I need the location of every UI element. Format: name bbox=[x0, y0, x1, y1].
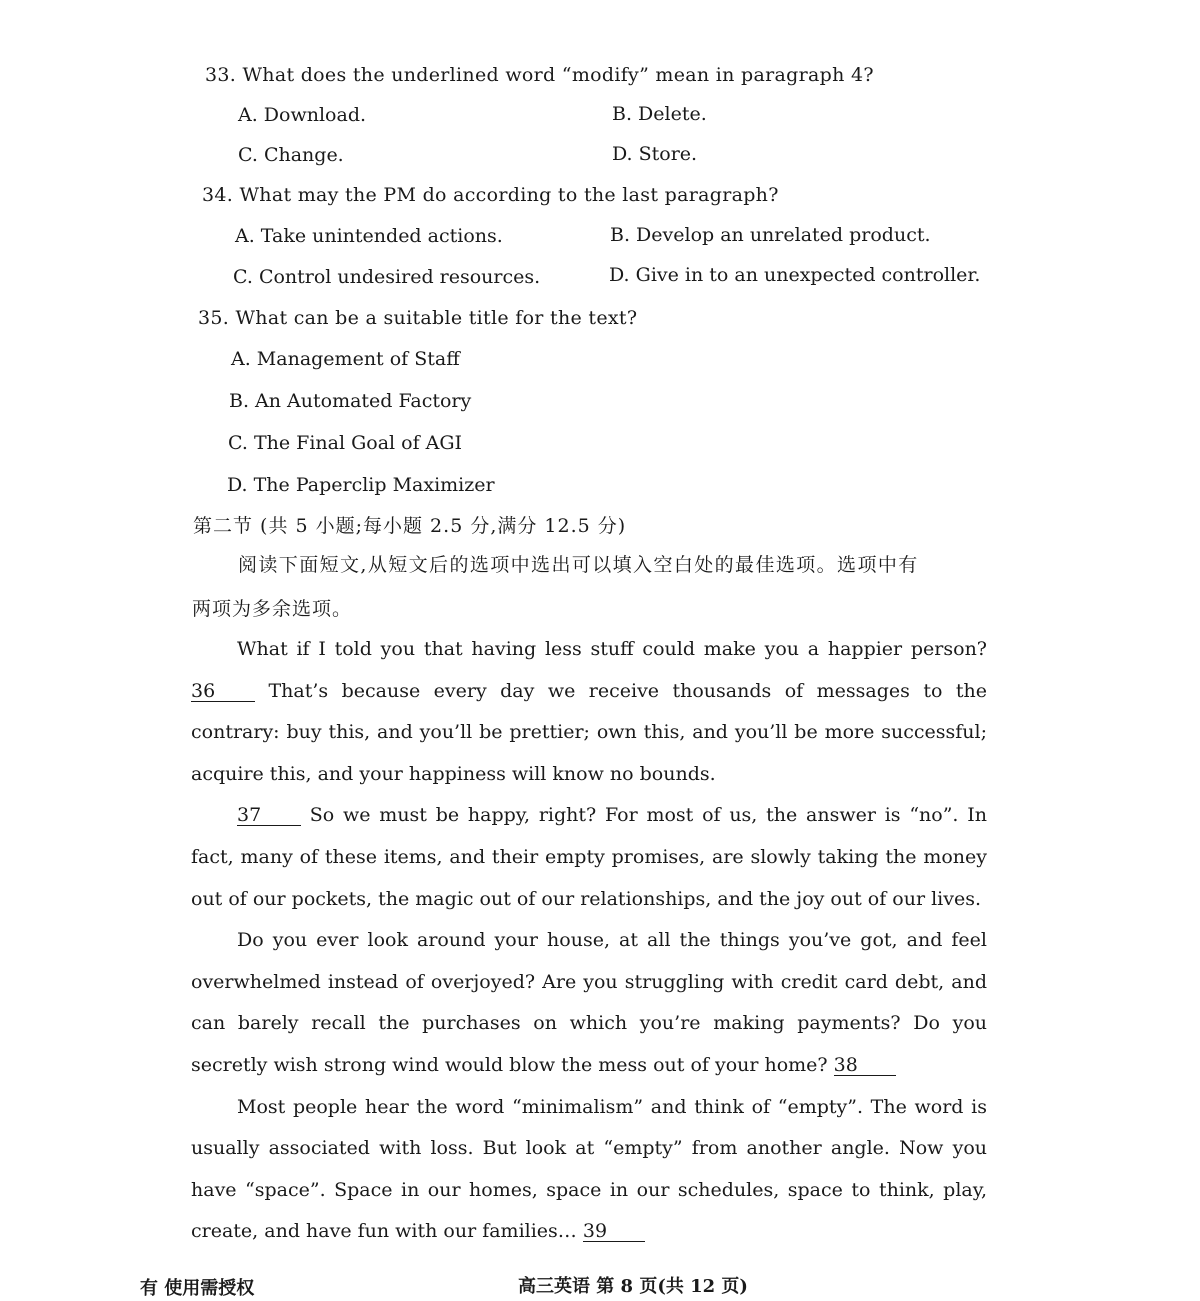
paragraph-4-text: Most people hear the word “minimalism” and think of “empty”. The word is usually associated with loss. But look at “empty” from another angle. Now you have “space”. Space in our homes, space in our schedules, space to think, play, create, and have fun with our families… bbox=[191, 1095, 987, 1243]
section-instruction-line1: 阅读下面短文,从短文后的选项中选出可以填入空白处的最佳选项。选项中有 bbox=[238, 554, 919, 576]
q33-option-c: C. Change. bbox=[238, 144, 344, 166]
footer-page-number: 高三英语 第 8 页(共 12 页) bbox=[518, 1276, 748, 1297]
q35-option-b: B. An Automated Factory bbox=[229, 390, 472, 412]
q35-option-d: D. The Paperclip Maximizer bbox=[227, 474, 495, 496]
paragraph-2 bbox=[191, 795, 987, 920]
paragraph-1-text-a: What if I told you that having less stuff could make you a happier person? bbox=[237, 638, 987, 660]
section-heading: 第二节 (共 5 小题;每小题 2.5 分,满分 12.5 分) bbox=[193, 515, 627, 537]
q35-option-a: A. Management of Staff bbox=[231, 348, 460, 370]
q33-option-d: D. Store. bbox=[612, 143, 698, 165]
paragraph-3-text: Do you ever look around your house, at all the things you’ve got, and feel overwhelmed instead of overjoyed? Are you struggling with credit card debt, and can barely recall the purchases on which you’re making payments? Do you secretly wish strong wind would blow the mess out of your home? bbox=[191, 929, 987, 1076]
blank-39: 39 bbox=[583, 1221, 645, 1242]
blank-38: 38 bbox=[834, 1055, 896, 1076]
q34-stem: 34. What may the PM do according to the last paragraph? bbox=[202, 184, 779, 206]
q34-option-d: D. Give in to an unexpected controller. bbox=[609, 264, 981, 286]
paragraph-4 bbox=[191, 1087, 987, 1253]
blank-37: 37 bbox=[237, 805, 301, 826]
q34-option-c: C. Control undesired resources. bbox=[233, 266, 541, 288]
section-instruction-line2: 两项为多余选项。 bbox=[192, 598, 353, 620]
q34-option-a: A. Take unintended actions. bbox=[235, 225, 503, 247]
paragraph-3 bbox=[191, 920, 987, 1086]
q34-option-b: B. Develop an unrelated product. bbox=[610, 224, 931, 246]
q33-stem: 33. What does the underlined word “modify” mean in paragraph 4? bbox=[205, 64, 874, 86]
q33-option-a: A. Download. bbox=[238, 104, 367, 126]
blank-36: 36 bbox=[191, 681, 255, 702]
paragraph-2-text: So we must be happy, right? For most of us, the answer is “no”. In fact, many of these items, and their empty promises, are slowly taking the money out of our pockets, the magic out of our relationships, and the joy out of our lives. bbox=[191, 804, 987, 910]
paragraph-1-text-b: That’s because every day we receive thousands of messages to the contrary: buy this, and you’ll be prettier; own this, and you’ll be more successful; acquire this, and your happiness will know no bounds. bbox=[191, 679, 988, 785]
footer-watermark: 有 使用需授权 bbox=[140, 1278, 255, 1299]
paragraph-1 bbox=[191, 629, 987, 795]
q33-option-b: B. Delete. bbox=[612, 103, 707, 125]
q35-stem: 35. What can be a suitable title for the text? bbox=[198, 307, 638, 329]
q35-option-c: C. The Final Goal of AGI bbox=[228, 432, 463, 454]
passage bbox=[191, 629, 987, 1253]
